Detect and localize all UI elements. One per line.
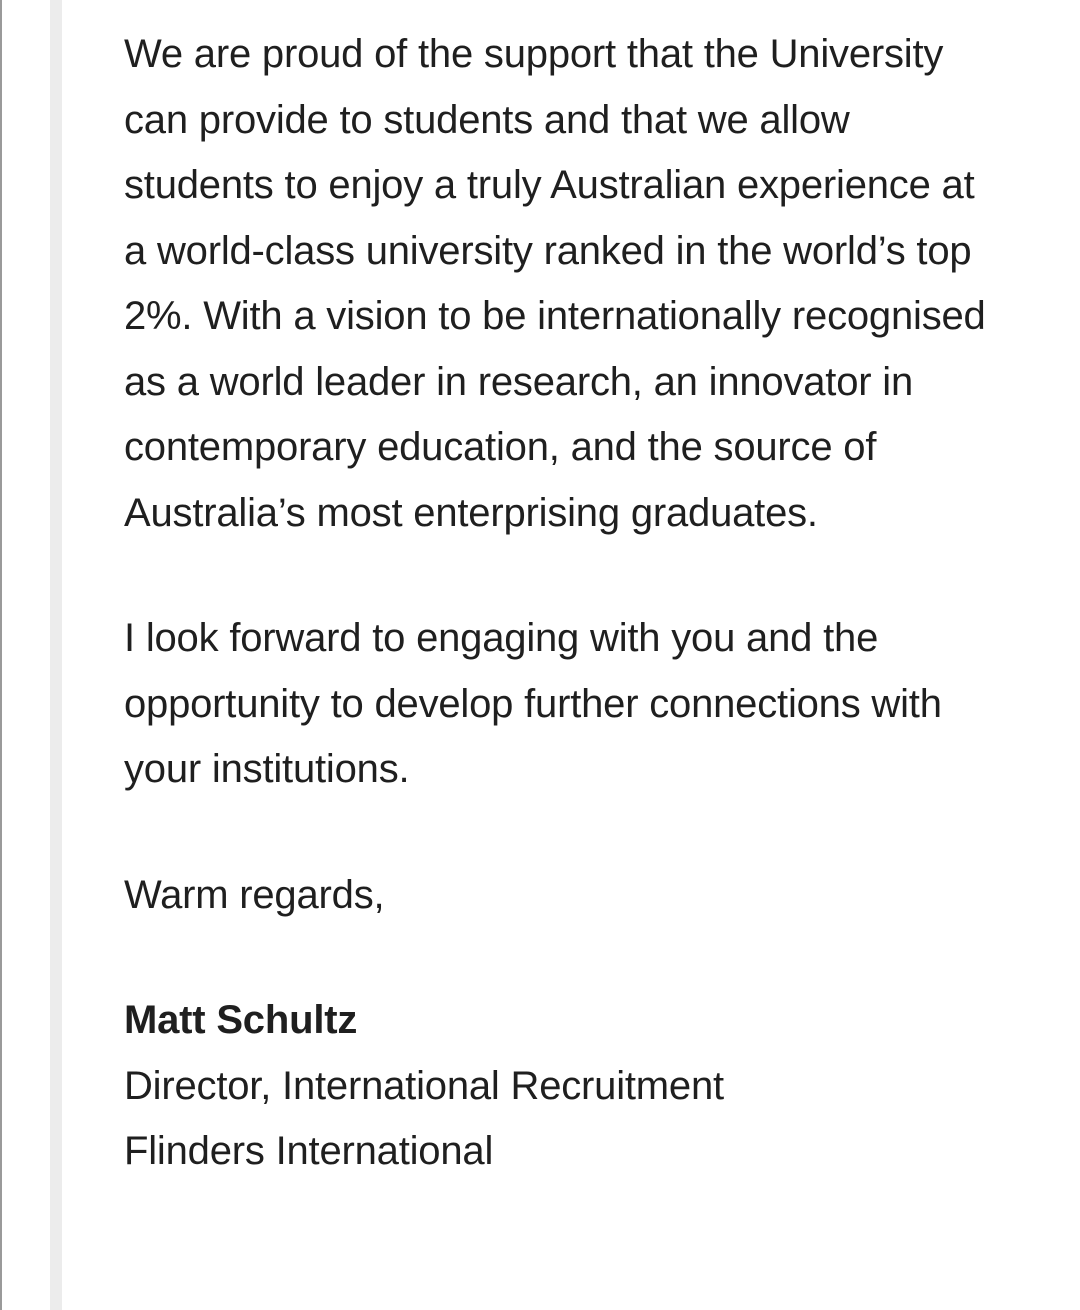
paragraph-engagement: I look forward to engaging with you and the opportunity to develop further connections with your institutions. bbox=[124, 616, 942, 791]
left-gutter-bar bbox=[50, 0, 62, 1310]
signature-name: Matt Schultz bbox=[124, 998, 358, 1042]
letter-body bbox=[124, 22, 1024, 1185]
signature-title: Director, International Recruitment bbox=[124, 1063, 724, 1108]
closing-salutation: Warm regards, bbox=[124, 872, 385, 917]
signature-organization: Flinders International bbox=[124, 1129, 494, 1173]
left-edge-border bbox=[0, 0, 2, 1310]
paragraph-support: We are proud of the support that the University can provide to students and that we allow students to enjoy a truly Australian experience at a world-class university ranked in the world’s top 2%. With a vision to be internationally recognised as a world leader in research, an innovator in contemporary education, and the source of Australia’s most enterprising graduates. bbox=[124, 32, 986, 535]
